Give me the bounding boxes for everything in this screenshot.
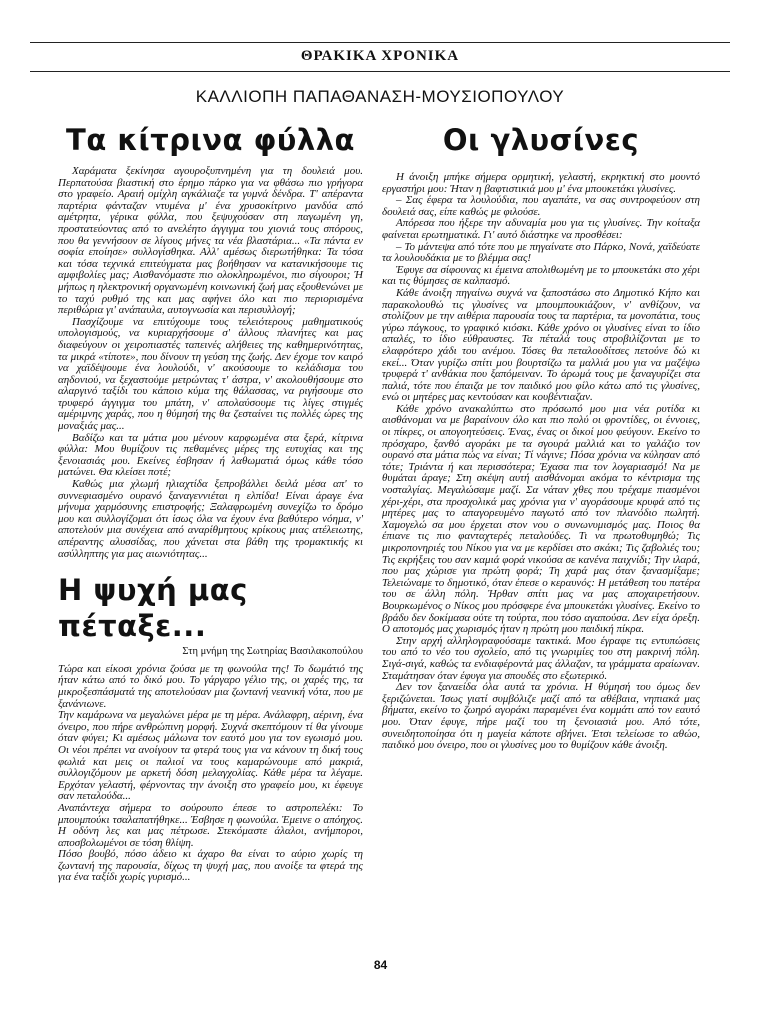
- article-paragraph: Κάθε χρόνο ανακαλύπτω στο πρόσωπό μου μια νέα ρυτίδα κι αισθάνομαι να με βαραίνουν όλο και πιο πολύ οι φροντίδες, οι έννοιες, οι πίκρες, οι απογοητεύσεις. Ένας, ένας οι δικοί μου φεύγουν. Εκείνο το πρόσχαρο, ξανθό αγοράκι με τα σγουρά μαλλιά και το γαλάζιο τον ουρανό στα μάτια πώς να είναι; Τί νάγινε; Πόσα χρόνια να κύλησαν από τότε; Τριάντα ή και περισσότερα; Έχασα πια τον λογαριασμό! Να με θυμάται άραγε; Στη σκέψη αυτή αισθάνομαι ακόμα το κέντρισμα της νοσταλγίας. Μεγαλώσαμε μαζί. Σα νάταν χθες που τρέχαμε πιασμένοι χέρι-χέρι, στα προσχολικά μας χρόνια για ν' αγοράσουμε κρυφά από τις μητέρες μας το απαγορευμένο παγωτό από τον πλανόδιο πωλητή. Χαμογελώ σα μου έρχεται στον νου ο συνωνυμισμός μας. Ποιος θα έπιανε τις πιο φανταχτερές πεταλούδες. Τι να πρωτοθυμηθώ; Τις μικροπονηριές του Νίκου για να με κερδίσει στο σκάκι; Τις ζαβολιές του; Τις εκρήξεις του σαν καμιά φορά νικούσα σε κανένα παιχνίδι; Την ιλαρά, που μας χώρισε για πρώτη φορά; Τη χαρά μας όταν ξανασμίξαμε; Τελειώναμε το δημοτικό, όταν έπεσε ο κεραυνός: Η μετάθεση του πατέρα του σε άλλη πόλη. Ήρθαν σπίτι μας να μας αποχαιρετήσουν. Βουρκωμένος ο Νίκος μου πρόσφερε ένα μπουκετάκι γλυσίνες. Εκείνο το βράδυ δεν δοκίμασα ούτε τη τούρτα, που τόσο αγαπούσα. Δεν είχα όρεξη. Ο αποτομός μας χωρισμός ήταν η πρώτη μου παιδική πίκρα.: [382, 402, 700, 636]
- article-paragraph: Αναπάντεχα σήμερα το σούρουπο έπεσε το αστροπελέκι: Το μπουμπούκι τσαλαπατήθηκε... Έσβησε η φωνούλα. Έμεινε ο απόηχος. Η οδύνη λες και μας πέτρωσε. Στεκόμαστε άλαλοι, ανήμποροι, αποσβολωμένοι σε τόση θλίψη.: [58, 801, 363, 849]
- article-paragraph: Στην αρχή αλληλογραφούσαμε τακτικά. Μου έγραφε τις εντυπώσεις του από το νέο του σχολείο, από τις γνωριμίες του στη μακρινή πόλη. Σιγά-σιγά, καθώς τα ενδιαφέροντά μας άλλαζαν, τα γράμματα αραίωναν. Σταμάτησαν όταν έφυγα για σπουδές στο εξωτερικό.: [382, 634, 700, 682]
- page-number: 84: [373, 958, 388, 972]
- right-column: [382, 118, 700, 752]
- left-column: [58, 118, 363, 884]
- article-paragraph: Δεν τον ξαναείδα όλα αυτά τα χρόνια. Η θύμησή του όμως δεν ξεριζώνεται. Ίσως γιατί συμβόλιζε μαζί από τα αθέβαια, νηπιακά μας βήματα, εκείνο το ζωηρό αγοράκι παραμένει ένα κομμάτι από τον εαυτό μου. Όταν έφυγε, πήρε μαζί του τη ξενοιασιά μου. Από τότε, συνειδητοποίησα ότι η μαγεία κάποτε σβήνει. Έτσι τελείωσε το αθώο, παιδικό μου όνειρο, που οι γλυσίνες μου το θυμίζουν κάθε άνοιξη.: [382, 681, 700, 752]
- article-title-kitrina-fylla: Τα κίτρινα φύλλα: [66, 123, 355, 157]
- author-name: ΚΑΛΛΙΟΠΗ ΠΑΠΑΘΑΝΑΣΗ-ΜΟΥΣΙΟΠΟΥΛΟΥ: [195, 87, 565, 106]
- article-title-psyxi-mas: Η ψυχή μας πέταξε...: [58, 573, 248, 644]
- article-paragraph: Η άνοιξη μπήκε σήμερα ορμητική, γελαστή, εκρηκτική στο μουντό εργαστήρι μου: Ήταν η βαφτιστικιά μου μ' ένα μπουκετάκι γλυσίνες.: [382, 171, 700, 195]
- article-paragraph: Έφυγε σα σίφουνας κι έμεινα απολιθωμένη με το μπουκετάκι στο χέρι και τις θύμησες σε καλπασμό.: [382, 263, 700, 288]
- header-top-rule: [30, 42, 730, 43]
- article-dedication: Στη μνήμη της Σωτηρίας Βασιλακοπούλου: [182, 646, 363, 658]
- article-paragraph: Βαδίζω και τα μάτια μου μένουν καρφωμένα στα ξερά, κίτρινα φύλλα: Μου θυμίζουν τις πεθαμένες μέρες της ευτυχίας και της ξενοιασιάς μου. Εκείνες έσβησαν ή λαθωματιά όμως κάθε τόσο ματώνει. Θα κλείσει ποτέ;: [58, 431, 363, 479]
- article-paragraph: Κάθε άνοιξη πηγαίνω συχνά να ξαποστάσω στο Δημοτικό Κήπο και παρακολουθώ τις γλυσίνες να μπουμπουκιάζουν, ν' ανθίζουν, να στολίζουν με την αιθέρια παρουσία τους τα παρτέρια, τα μονοπάτια, τους γύρω πάγκους, το γραφικό κιόσκι. Κάθε χρόνο οι γλυσίνες είναι το ίδιο απαλές, το ίδιο εύθραυστες. Τα πέταλά τους στροβιλίζονται με το ελαφρότερο χάδι του ανέμου. Τόσες θα πεταλουδίτσες πετούνε δώ κι εκεί... Όταν γυρίζω σπίτι μου βουρτσίζω τα μαλλιά μου για να μαζέψω τρυφερά τ' ανθάκια που ξαπόμειναν. Το άρωμά τους με ξαναγυρίζει στα παλιά, τότε που έπαιζα με τον παιδικό μου φίλο κάτω από τις γλυσίνες, ενώ οι μητέρες μας κεντούσαν και κουβέντιαζαν.: [382, 286, 700, 404]
- article-paragraph: Πασχίζουμε να επιτύχουμε τους τελειότερους μαθηματικούς υπολογισμούς, να κυριαρχήσουμε σ' άλλους πλανήτες και μας διαφεύγουν οι χειροπιαστές ταπεινές αλήθειες της καθημερινότητας, τα μικρά «τίποτε», που δίνουν τη γεύση της ζωής. Δεν έχομε τον καιρό να χαϊδέψουμε ένα λουλούδι, ν' ακούσουμε το κελάδισμα του αηδονιού, να ξεχαστούμε μετρώντας τ' άστρα, ν' ακολουθήσουμε στο αλαργινό ταξίδι του κάποιο κύμα της θάλασσας, να ριγήσουμε στο τρυφερό άγγιγμα του μπάτη, ν' απολαύσουμε τις λίγες στιγμές αμέριμνης χαράς, που η θύμησή της θα ζεσταίνει τις πολλές ώρες της μοναξιάς μας...: [58, 315, 363, 433]
- article-title-glysines: Οι γλυσίνες: [442, 123, 640, 157]
- header-bottom-rule: [30, 71, 730, 72]
- article-paragraph: Καθώς μια χλωμή ηλιαχτίδα ξεπροβάλλει δειλά μέσα απ' το συννεφιασμένο ουρανό ξαναγεννιέται η ελπίδα! Είναι άραγε ένα μήνυμα χαρμόσυνης επιστροφής; Ξαλαφρωμένη συνεχίζω το δρόμο μου και συλλογίζομαι ότι ίσως όλα να έχουν ένα βαθύτερο νόημα, ν' αποτελούν μια συνέχεια από αναρίθμητους κρίκους μιας ατέλειωτης, απέραντης αλυσσίδας, που χάνεται στα βάθη της τρομακτικής κι ασύλληπτης για μας αιωνιότητας...: [58, 478, 363, 560]
- article-paragraph: Την καμάρωνα να μεγαλώνει μέρα με τη μέρα. Ανάλαφρη, αέρινη, ένα όνειρο, που πήρε ανθρώπινη μορφή. Συχνά σκεπτόμουν τί θα γίνουμε όταν φύγει; Κι αμέσως μάλωνα τον εαυτό μου για τον εγωισμό μου. Οι νέοι πρέπει να ανοίγουν τα φτερά τους για να κάνουν τη δική τους φωλιά και μεις οι παλιοί να τους καμαρώνουμε από μακριά, συλλογιζόμουν με αρκετή δόση μελαγχολίας. Κάθε μέρα τα λέγαμε. Ερχόταν γελαστή, φέρνοντας την άνοιξη στο γραφείο μου, κι έφευγε σαν πεταλούδα...: [58, 709, 363, 803]
- article-paragraph: – Σας έφερα τα λουλούδια, που αγαπάτε, να σας συντροφεύουν στη δουλειά σας, είπε καθώς με φιλούσε.: [382, 194, 700, 218]
- article-paragraph: Απόρεσα που ήξερε την αδυναμία μου για τις γλυσίνες. Την κοίταξα φαίνεται ερωτηματικά. Γι' αυτό διάστηκε να προσθέσει:: [382, 217, 700, 241]
- article-paragraph: Χαράματα ξεκίνησα αγουροξυπνημένη για τη δουλειά μου. Περπατούσα βιαστική στο έρημο πάρκο για να φθάσω πιο γρήγορα στο γραφείο. Αραιή ομίχλη αγκάλιαζε τα γυμνά δένδρα. Τ' απέραντα παρτέρια φάνταζαν ντυμένα μ' ένα χρυσοκίτρινο μανδύα από αμέτρητα, γέρικα φύλλα, που ξεψυχούσαν στη παγωμένη γη, προστατεύοντας από το ανελέητο άγγιγμα του χιονιά τους σπόρους, που θα γεννήσουν σε λίγους μήνες τα νέα βλαστάρια... «Τα πάντα εν σοφία εποίησε» συλλογίσθηκα. Αλλ' αμέσως διερωτήθηκα: Τα τόσα και τόσα τεχνικά επιτεύγματα μας βοήθησαν να κατανικήσουμε τις αμφιβολίες μας; Αισθανόμαστε πιο ολοκληρωμένοι, πιο σίγουροι; Ή μήπως η ηλεκτρονική οργανωμένη κοινωνική ζωή μας εξουθενώνει με το ταχύ ρυθμό της και μας αφήνει όλο και πιο περιορισμένα περιθώρια γι' ανάπαυλα, αυτογνωσία και περισυλλογή;: [58, 165, 363, 317]
- article-paragraph: – Το μάντεψα από τότε που με πηγαίνατε στο Πάρκο, Νονά, χαϊδεύατε τα λουλουδάκια με το βλέμμα σας!: [382, 240, 700, 265]
- article-paragraph: Τώρα και είκοσι χρόνια ζούσα με τη φωνούλα της! Το δωμάτιό της ήταν κάτω από το δικό μου. Το γάργαρο γέλιο της, οι χαρές της, τα μικροξεσπάσματά της αποτελούσαν μια ζωντανή νεανική νότα, που με ξανάνιωνε.: [58, 662, 363, 710]
- magazine-header: ΘΡΑΚΙΚΑ ΧΡΟΝΙΚΑ: [300, 48, 460, 64]
- article-paragraph: Πόσο βουβό, πόσο άδειο κι άχαρο θα είναι το αύριο χωρίς τη ζωντανή της παρουσία, δίχως τη ψυχή μας, που ανοίξε τα φτερά της για ένα ταξίδι χωρίς γυρισμό...: [58, 848, 363, 884]
